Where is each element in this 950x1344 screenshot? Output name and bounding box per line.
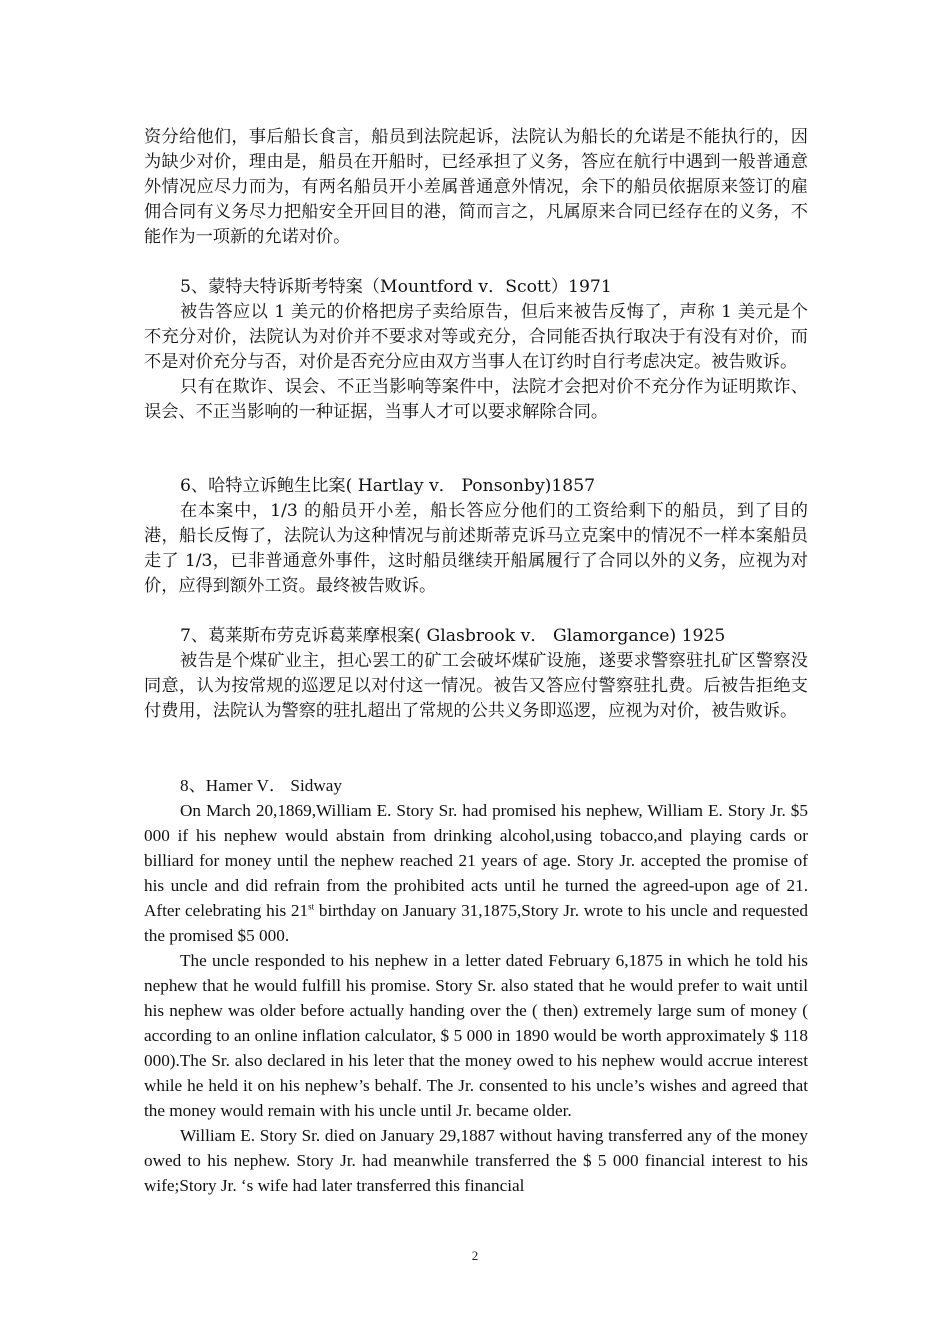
case-5-paragraph-1: 被告答应以 1 美元的价格把房子卖给原告，但后来被告反悔了，声称 1 美元是个不充分对价，法院认为对价并不要求对等或充分，合同能否执行取决于有没有对价，而不是对价充分与否，对价是否充分应由双方当事人在订约时自行考虑决定。被告败诉。 — [144, 302, 808, 372]
case-7-heading: 7、葛莱斯布劳克诉葛莱摩根案( Glasbrook v． Glamorgance) 1925 — [180, 626, 726, 646]
case-8-p1-text: On March 20,1869,William E. Story Sr. had promised his nephew, William E. Story Jr. $5 000 if his nephew would abstain from drinking alcohol,using tobacco,and playing cards or billiard for money until the nephew reached 21 years of age. Story Jr. accepted the promise of his uncle and did refrain from the prohibited acts until he turned the agreed-upon age of 21. After celebrating his 21 — [144, 801, 808, 920]
ordinal-superscript: st — [308, 901, 315, 912]
case-8-paragraph-3: William E. Story Sr. died on January 29,1887 without having transferred any of the money owed to his nephew. Story Jr. had meanwhile transferred the $ 5 000 financial interest to his wife;Story Jr. ‘s wife had later transferred this financial — [144, 1126, 808, 1195]
case-8-paragraph-2: The uncle responded to his nephew in a letter dated February 6,1875 in which he told his nephew that he would fulfill his promise. Story Sr. also stated that he would prefer to wait until his nephew was older before actually handing over the ( then) extremely large sum of money ( according to an online inflation calculator, $ 5 000 in 1890 would be worth approximately $ 118 000).The Sr. also declared in his leter that the money owed to his nephew would accrue interest while he held it on his nephew’s behalf. The Jr. consented to his uncle’s wishes and agreed that the money would remain with his uncle until Jr. became older. — [144, 951, 808, 1120]
case-6-section — [144, 474, 808, 599]
case-8-paragraph-1 — [144, 798, 808, 948]
case-6-heading: 6、哈特立诉鲍生比案( Hartlay v． Ponsonby)1857 — [180, 476, 596, 496]
case-8-section — [144, 773, 808, 1198]
case-5-paragraph-2: 只有在欺诈、误会、不正当影响等案件中，法院才会把对价不充分作为证明欺诈、误会、不正当影响的一种证据，当事人才可以要求解除合同。 — [144, 377, 808, 422]
case-5-section — [144, 275, 808, 425]
page-number: 2 — [471, 1248, 479, 1263]
case-5-heading: 5、蒙特夫特诉斯考特案（Mountford v．Scott）1971 — [180, 277, 612, 297]
case-8-heading: 8、Hamer V． Sidway — [180, 776, 342, 795]
intro-paragraph-block — [144, 125, 808, 250]
case-6-paragraph-1: 在本案中，1/3 的船员开小差，船长答应分他们的工资给剩下的船员，到了目的港，船长反悔了，法院认为这种情况与前述斯蒂克诉马立克案中的情况不一样本案船员走了 1/3，已非普通意外事件，这时船员继续开船属履行了合同以外的义务，应视为对价，应得到额外工资。最终被告败诉。 — [144, 501, 808, 596]
case-7-section — [144, 624, 808, 724]
intro-paragraph: 资分给他们，事后船长食言，船员到法院起诉，法院认为船长的允诺是不能执行的，因为缺少对价，理由是，船员在开船时，已经承担了义务，答应在航行中遇到一般普通意外情况应尽力而为，有两名船员开小差属普通意外情况，余下的船员依据原来签订的雇佣合同有义务尽力把船安全开回目的港，简而言之，凡属原来合同已经存在的义务，不能作为一项新的允诺对价。 — [144, 127, 808, 247]
case-7-paragraph-1: 被告是个煤矿业主，担心罢工的矿工会破坏煤矿设施，遂要求警察驻扎矿区警察没同意，认为按常规的巡逻足以对付这一情况。被告又答应付警察驻扎费。后被告拒绝支付费用，法院认为警察的驻扎超出了常规的公共义务即巡逻，应视为对价，被告败诉。 — [144, 651, 808, 721]
case-8-p1-text-cont: birthday on January 31,1875,Story Jr. wrote to his uncle and requested the promised $5 000. — [144, 901, 808, 945]
